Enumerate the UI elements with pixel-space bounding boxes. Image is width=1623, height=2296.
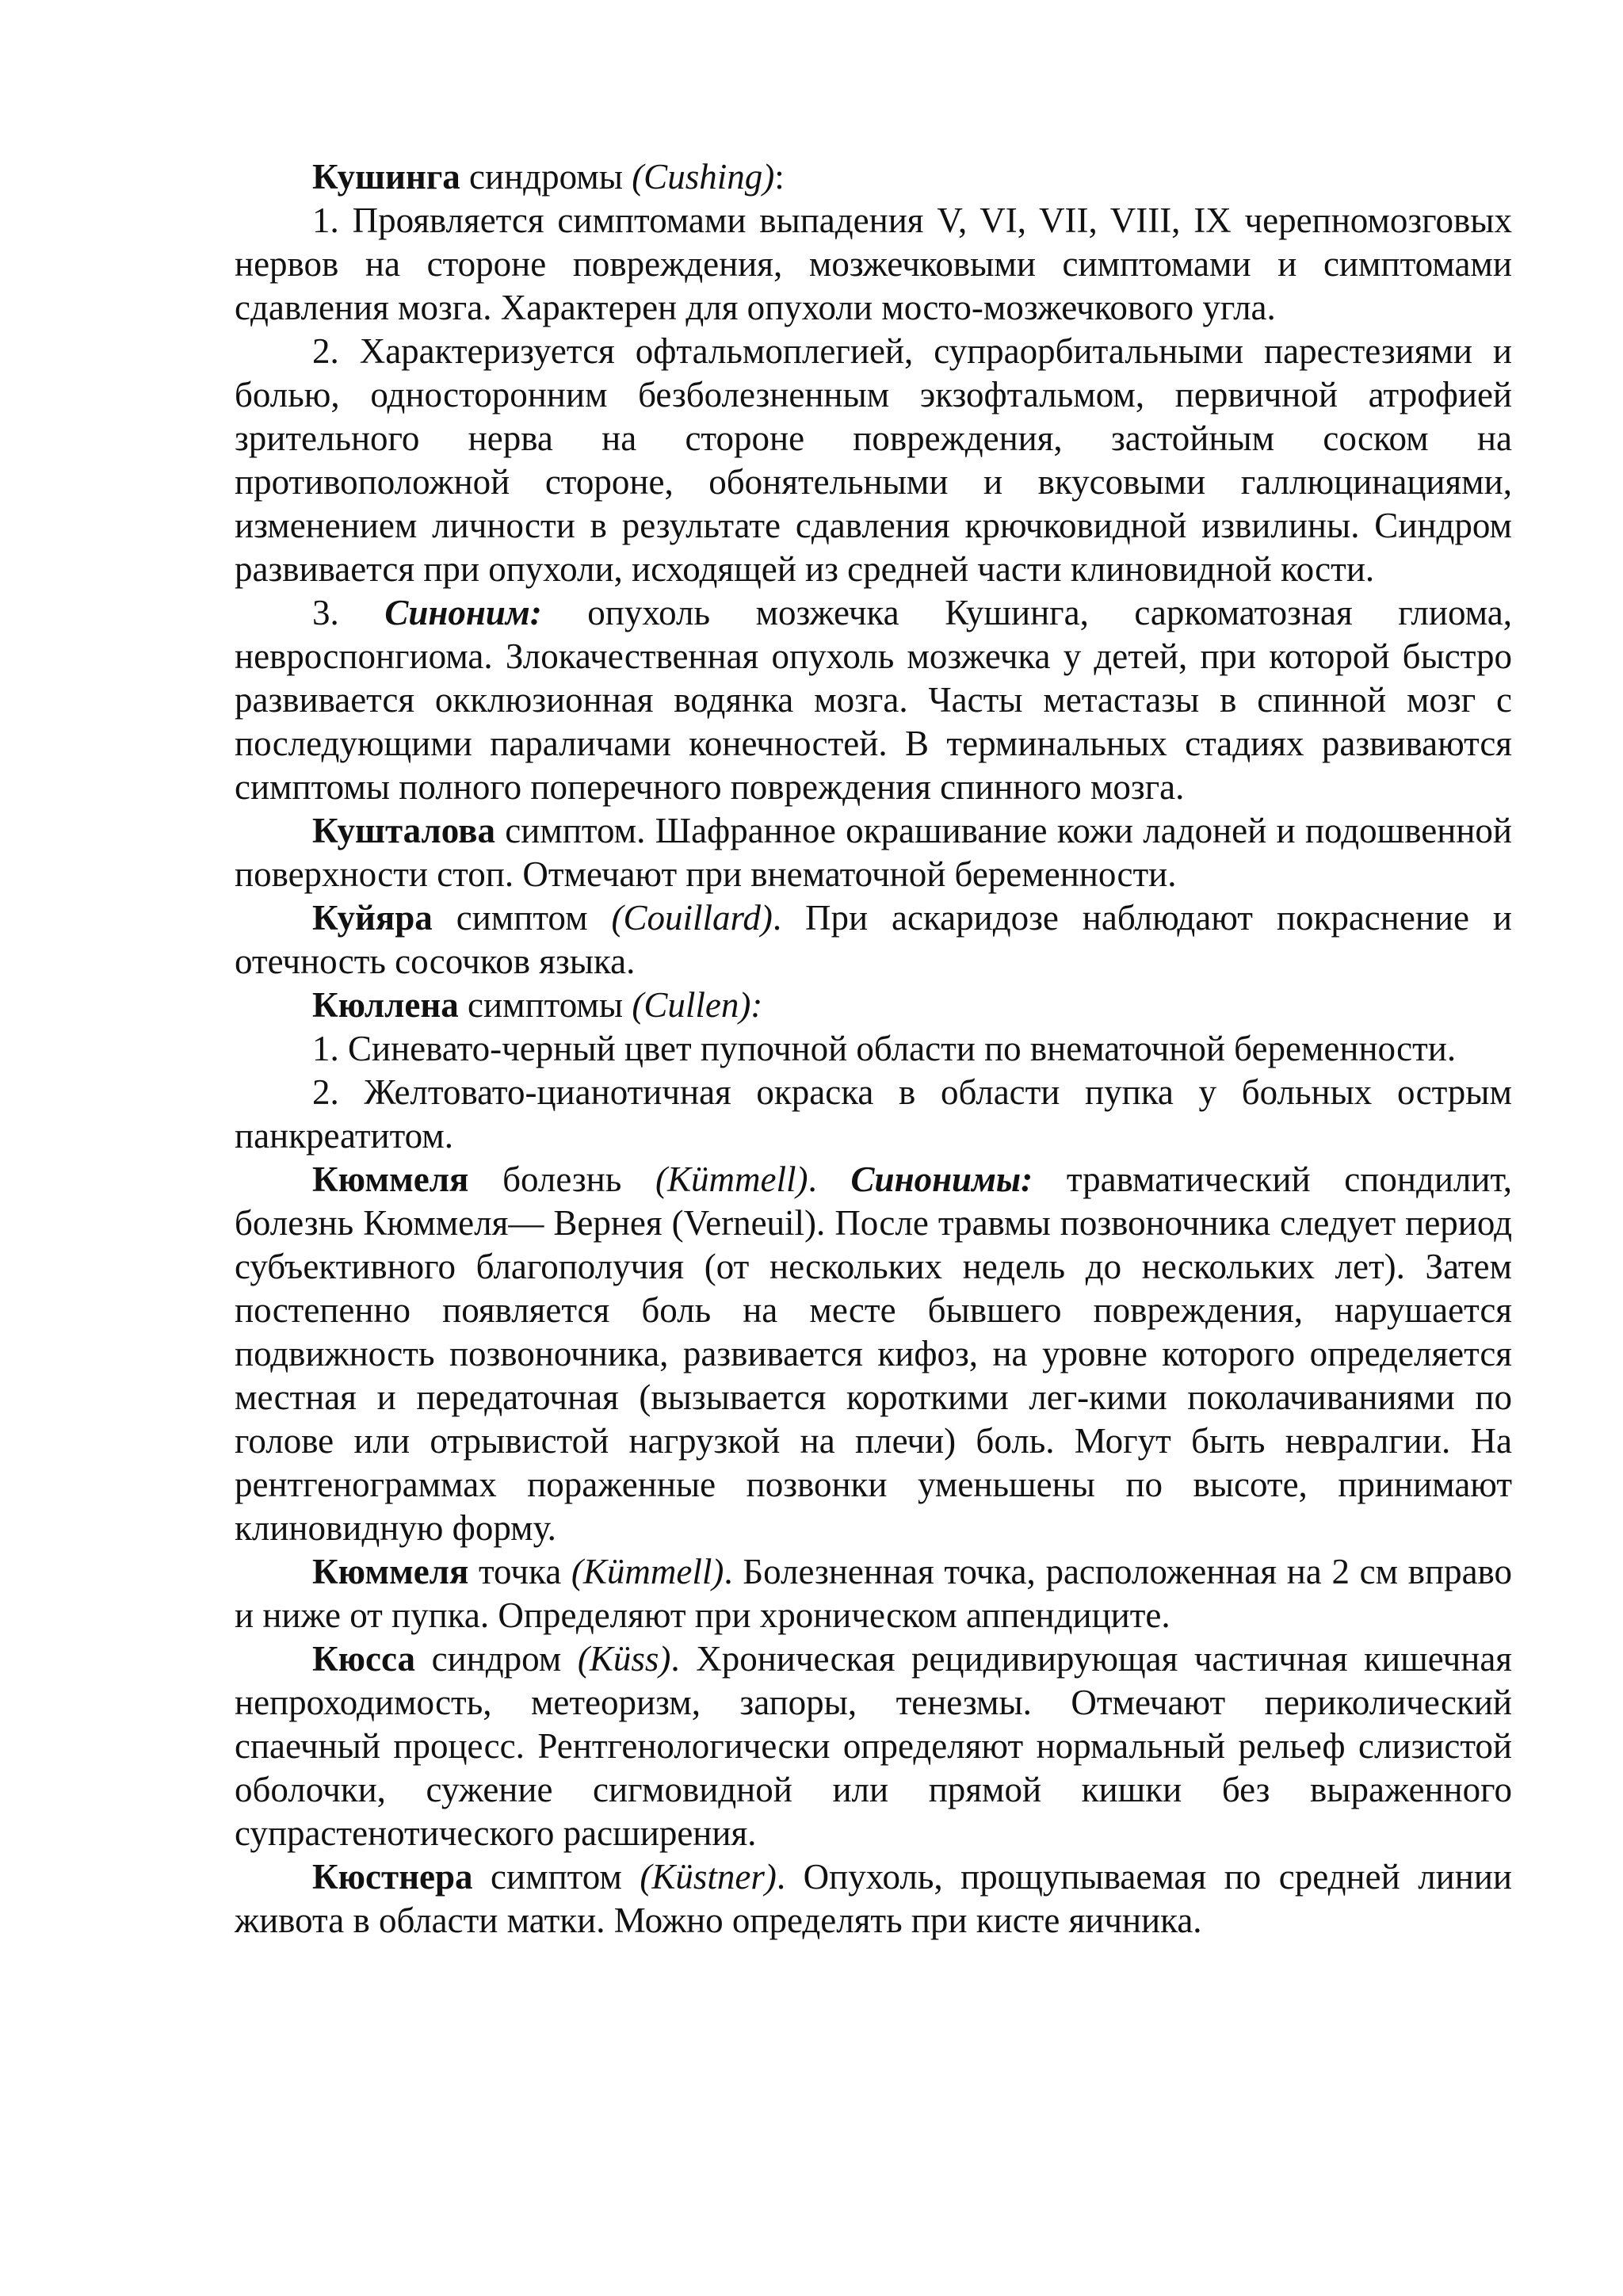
entry-text: симптом. Шафранное окрашивание кожи ладоней и подошвенной поверхности стоп. Отмечают при внематочной беременности. [235, 811, 1512, 894]
entry-term: Кюммеля [312, 1159, 469, 1199]
entry-type: синдром [415, 1639, 578, 1679]
entry-text: . Хроническая рецидивирующая частичная кишечная непроходимость, метеоризм, запоры, тенезмы. Отмечают периколический спаечный процесс. Рентгенологически определяют нормальный рельеф слизистой оболочки, сужение сигмовидной или прямой кишки без выраженного супрастенотического расширения. [235, 1639, 1512, 1853]
entry-item-text: опухоль мозжечка Кушинга, саркоматозная глиома, невроспонгиома. Злокачественная опухоль мозжечка у детей, при которой быстро развивается окклюзионная водянка мозга. Часты метастазы в спинной мозг с последующими параличами конечностей. В терминальных стадиях развиваются симптомы полного поперечного повреждения спинного мозга. [235, 593, 1513, 807]
entry-type: симптом [472, 1857, 640, 1897]
entry-text: . Опухоль, прощупываемая по средней линии живота в области матки. Можно определять при кисте яичника. [235, 1857, 1512, 1940]
entry [235, 1550, 1512, 1637]
entry-term: Куйяра [312, 898, 433, 938]
entry-text: . При аскаридозе наблюдают покраснение и отечность сосочков языка. [235, 898, 1512, 981]
entry-heading [235, 155, 1512, 199]
entry-latin-name: (Couillard) [611, 898, 773, 938]
entry-latin-name: (Kümmell) [571, 1552, 724, 1591]
entry-item-text: 2. Желтовато-цианотичная окраска в области пупка у больных острым панкреатитом. [235, 1072, 1512, 1156]
entry-item [235, 1071, 1512, 1158]
entry-type: болезнь [468, 1159, 656, 1199]
entry-latin-name: (Cullen): [632, 985, 763, 1025]
entry [235, 1855, 1512, 1943]
entry-punct: . [808, 1159, 851, 1199]
entry-text: . Болезненная точка, расположенная на 2 см вправо и ниже от пупка. Определяют при хроническом аппендиците. [235, 1552, 1512, 1635]
entry-item [235, 1027, 1512, 1071]
entry-item-number: 3. [312, 593, 385, 632]
entry-type: точка [468, 1552, 571, 1591]
entry [235, 896, 1512, 984]
entry-term: Кушинга [312, 157, 460, 197]
synonym-label: Синонимы: [850, 1159, 1033, 1199]
entry-type: синдромы [460, 157, 632, 197]
document-page [235, 155, 1512, 1943]
entry-item-text: 1. Проявляется симптомами выпадения V, VI, VII, VIII, IX черепномозговых нервов на стороне повреждения, мозжечковыми симптомами и симптомами сдавления мозга. Характерен для опухоли мосто-мозжечкового угла. [235, 201, 1512, 327]
entry-punct: : [774, 157, 785, 197]
entry-latin-name: (Küss) [577, 1639, 671, 1679]
entry-text: травматический спондилит, болезнь Кюммеля— Вернея (Verneuil). После травмы позвоночника следует период субъективного благополучия (от нескольких недель до нескольких лет). Затем постепенно появляется боль на месте бывшего повреждения, нарушается подвижность позвоночника, развивается кифоз, на уровне которого определяется местная и передаточная (вызывается короткими лег-кими поколачиваниями по голове или отрывистой нагрузкой на плечи) боль. Могут быть невралгии. На рентгенограммах пораженные позвонки уменьшены по высоте, принимают клиновидную форму. [235, 1159, 1512, 1548]
entry-term: Кюммеля [312, 1552, 469, 1591]
entry [235, 1637, 1512, 1855]
entry-item-text: 1. Синевато-черный цвет пупочной области по внематочной беременности. [312, 1029, 1457, 1068]
entry-type: симптомы [458, 985, 632, 1025]
entry-item [235, 199, 1512, 330]
entry [235, 1158, 1512, 1550]
entry [235, 809, 1512, 896]
entry-latin-name: (Cushing) [632, 157, 775, 197]
entry-item [235, 330, 1512, 591]
entry-term: Кюллена [312, 985, 459, 1025]
synonym-label: Синоним: [384, 593, 542, 632]
entry-term: Кюстнера [312, 1857, 473, 1897]
entry-type: симптом [432, 898, 612, 938]
entry-term: Кушталова [312, 811, 495, 850]
entry-term: Кюсса [312, 1639, 416, 1679]
entry-heading [235, 984, 1512, 1027]
entry-latin-name: (Kümmell) [655, 1159, 808, 1199]
entry-latin-name: (Küstner) [640, 1857, 777, 1897]
entry-item-text: 2. Характеризуется офтальмоплегией, супраорбитальными парестезиями и болью, односторонним безболезненным экзофтальмом, первичной атрофией зрительного нерва на стороне повреждения, застойным соском на противоположной стороне, обонятельными и вкусовыми галлюцинациями, изменением личности в результате сдавления крючковидной извилины. Синдром развивается при опухоли, исходящей из средней части клиновидной кости. [235, 331, 1512, 589]
entry-item [235, 591, 1512, 809]
